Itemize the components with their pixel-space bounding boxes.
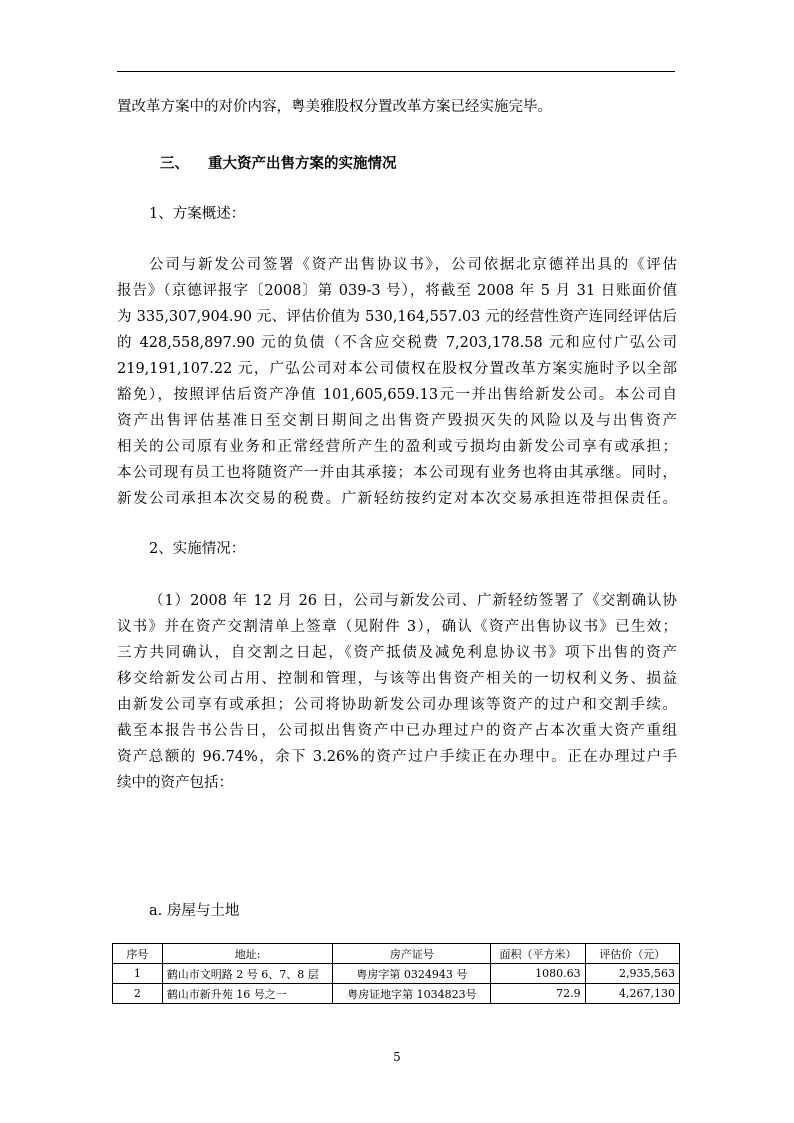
paragraph-line: 三方共同确认，自交割之日起，《资产抵债及减免利息协议书》项下出售的资产 bbox=[117, 645, 677, 661]
paragraph-line: 新发公司承担本次交易的税费。广新轻纺按约定对本次交易承担连带担保责任。 bbox=[117, 491, 677, 507]
paragraph-line: 的 428,558,897.90 元的负债（不含应交税费 7,203,178.58 元和应付广弘公司 bbox=[117, 335, 677, 351]
table-cell: 鹤山市新升苑 16 号之一 bbox=[162, 984, 333, 1004]
table-header-cell: 地址: bbox=[162, 944, 333, 964]
table-header-cell: 房产证号 bbox=[333, 944, 491, 964]
paragraph-line: 公司与新发公司签署《资产出售协议书》，公司依据北京德祥出具的《评估 bbox=[149, 257, 677, 273]
subsection-heading: 2、实施情况： bbox=[149, 541, 246, 557]
paragraph-line: 资产出售评估基准日至交割日期间之出售资产毁损灭失的风险以及与出售资产 bbox=[117, 413, 677, 429]
table-cell: 粤房证地字第 1034823号 bbox=[333, 984, 491, 1004]
page-number: 5 bbox=[393, 1050, 401, 1064]
paragraph-line: 移交给新发公司占用、控制和管理，与该等出售资产相关的一切权利义务、损益 bbox=[117, 671, 677, 687]
paragraph-line: 截至本报告书公告日，公司拟出售资产中已办理过户的资产占本次重大资产重组 bbox=[117, 723, 677, 739]
paragraph-line: 续中的资产包括： bbox=[117, 775, 233, 791]
header-rule bbox=[117, 71, 675, 72]
paragraph-line: （1）2008 年 12 月 26 日，公司与新发公司、广新轻纺签署了《交割确认协 bbox=[149, 593, 677, 609]
table-row bbox=[113, 964, 680, 984]
paragraph-line: 报告》（京德评报字〔2008〕第 039-3 号），将截至 2008 年 5 月 31 日账面价值 bbox=[117, 283, 677, 299]
paragraph-line: 本公司现有员工也将随资产一并由其承接；本公司现有业务也将由其承继。同时， bbox=[117, 465, 677, 481]
table-header-row bbox=[113, 944, 680, 964]
subsection-heading: a. 房屋与土地 bbox=[149, 903, 240, 919]
paragraph-line: 置改革方案中的对价内容，粤美雅股权分置改革方案已经实施完毕。 bbox=[117, 99, 552, 115]
table-cell: 2 bbox=[113, 984, 163, 1004]
table-cell: 72.9 bbox=[491, 984, 585, 1004]
table-cell: 1 bbox=[113, 964, 163, 984]
section-number: 三、 bbox=[160, 155, 189, 172]
table-cell: 鹤山市文明路 2 号 6、7、8 层 bbox=[162, 964, 333, 984]
paragraph-line: 为 335,307,904.90 元、评估价值为 530,164,557.03 元的经营性资产连同经评估后 bbox=[117, 309, 677, 325]
table-cell: 2,935,563 bbox=[585, 964, 679, 984]
section-heading: 重大资产出售方案的实施情况 bbox=[208, 155, 397, 172]
table-header-cell: 评估价（元） bbox=[585, 944, 679, 964]
table-cell: 粤房字第 0324943 号 bbox=[333, 964, 491, 984]
paragraph-line: 议书》并在资产交割清单上签章（见附件 3），确认《资产出售协议书》已生效； bbox=[117, 619, 677, 635]
paragraph-line: 资产总额的 96.74%，余下 3.26%的资产过户手续正在办理中。正在办理过户手 bbox=[117, 749, 677, 765]
property-table bbox=[112, 943, 680, 1004]
table-header-cell: 序号 bbox=[113, 944, 163, 964]
table-cell: 4,267,130 bbox=[585, 984, 679, 1004]
paragraph-line: 相关的公司原有业务和正常经营所产生的盈利或亏损均由新发公司享有或承担； bbox=[117, 439, 677, 455]
table-cell: 1080.63 bbox=[491, 964, 585, 984]
table-row bbox=[113, 984, 680, 1004]
subsection-heading: 1、方案概述： bbox=[149, 206, 246, 222]
paragraph-line: 219,191,107.22 元，广弘公司对本公司债权在股权分置改革方案实施时予以全部 bbox=[117, 361, 677, 377]
paragraph-line: 由新发公司享有或承担；公司将协助新发公司办理该等资产的过户和交割手续。 bbox=[117, 697, 677, 713]
paragraph-line: 豁免），按照评估后资产净值 101,605,659.13元一并出售给新发公司。本公司自 bbox=[117, 387, 677, 403]
table-header-cell: 面积（平方米） bbox=[491, 944, 585, 964]
